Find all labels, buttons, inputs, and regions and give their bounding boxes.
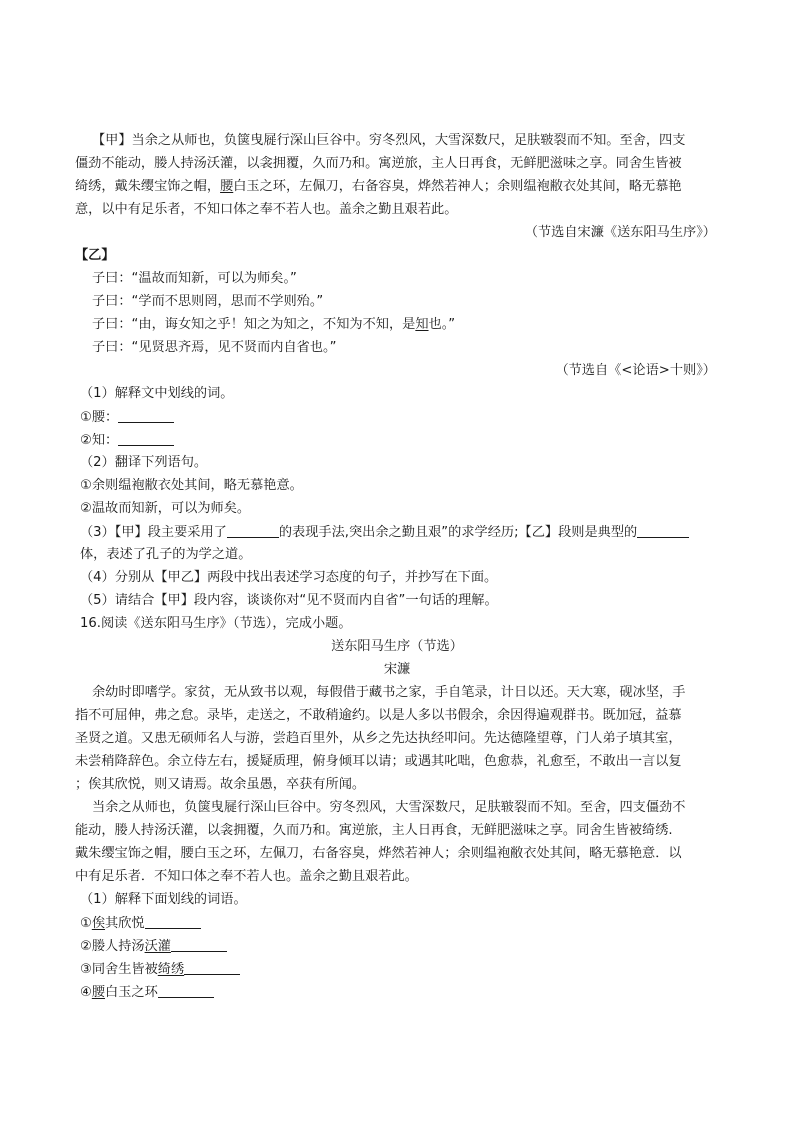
yi-line-1-post: 新，可以为师矣。” [191, 271, 297, 286]
yi-line-2: 子曰：“学而不思则罔，思而不学则殆。” [92, 294, 324, 309]
vocab-item-4-post: 白玉之环 [105, 985, 158, 1000]
yi-line-1 [92, 270, 297, 288]
yi-line-3-pre: 子曰：“由，诲女知之乎！知之为知之，不知为不知，是 [92, 317, 416, 332]
answer-blank[interactable] [637, 523, 689, 538]
answer-blank[interactable] [118, 408, 174, 423]
p1-line-5: ；俟其欣悦，则又请焉。故余虽愚，卒获有所闻。 [75, 777, 366, 792]
jia-source: （节选自宋濂《送东阳马生序》） [524, 225, 716, 240]
answer-blank[interactable] [227, 523, 279, 538]
question-1b [80, 431, 174, 449]
question-3-end: 体，表述了孔子的为学之道。 [80, 547, 252, 562]
yi-line-3-post: 也。” [428, 317, 456, 332]
vocab-item-2-pre: ②媵人持汤 [80, 939, 145, 954]
question-1a-label: ①腰： [80, 410, 119, 425]
question-3 [80, 523, 689, 541]
yi-line-4: 子曰：“见贤思齐焉，见不贤而内自省也。” [92, 340, 337, 355]
question-2: （2）翻译下列语句。 [80, 455, 208, 470]
p1-line-3: 圣贤之道。又患无硕师名人与游，尝趋百里外，从乡之先达执经叩问。先达德隆望尊，门人弟子填其室， [75, 731, 682, 746]
jia-underlined-word: 腰 [220, 179, 234, 194]
vocab-item-3 [80, 960, 240, 978]
vocab-item-2 [80, 937, 227, 955]
yi-line-1-pre: 子曰：“温故而 [92, 271, 178, 286]
jia-line-4: 意，以中有足乐者，不知口体之奉不若人也。盖余之勤且艰若此。 [75, 202, 458, 217]
question-4: （4）分别从【甲乙】两段中找出表述学习态度的句子，并抄写在下面。 [80, 570, 498, 585]
vocab-item-4-pre: ④ [80, 985, 92, 1000]
p1-line-2: 指不可屈伸，弗之怠。录毕，走送之，不敢稍逾约。以是人多以书假余，余因得遍观群书。既加冠，益慕 [75, 708, 682, 723]
question-2a: ①余则缊袍敝衣处其间，略无慕艳意。 [80, 478, 303, 493]
question-1: （1）解释文中划线的词。 [80, 386, 234, 401]
yi-line-1-under: 知 [177, 271, 192, 286]
section-16-question-1: （1）解释下面划线的词语。 [80, 892, 247, 907]
p2-line-4: 中有足乐者．不知口体之奉不若人也。盖余之勤且艰若此。 [75, 869, 418, 884]
question-1b-label: ②知： [80, 433, 119, 448]
answer-blank[interactable] [184, 960, 240, 975]
jia-line-3-rest: 白玉之环，左佩刀，右备容臭，烨然若神人；余则缊袍敝衣处其间，略无慕艳 [233, 179, 682, 194]
section-16-author: 宋濂 [383, 662, 411, 677]
jia-line-2: 僵劲不能动，媵人持汤沃灌，以衾拥覆，久而乃和。寓逆旅，主人日再食，无鲜肥滋味之享。同舍生皆被 [75, 156, 682, 171]
answer-blank[interactable] [145, 914, 201, 929]
answer-blank[interactable] [171, 937, 227, 952]
question-5: （5）请结合【甲】段内容，谈谈你对“见不贤而内自省”一句话的理解。 [80, 593, 498, 608]
question-2b: ②温故而知新，可以为师矣。 [80, 501, 251, 516]
vocab-item-1-pre: ① [80, 916, 92, 931]
vocab-item-1 [80, 914, 201, 932]
jia-line-3-pre: 绮绣，戴朱缨宝饰之帽， [75, 179, 221, 194]
p2-line-3: 戴朱缨宝饰之帽，腰白玉之环，左佩刀，右备容臭，烨然若神人；余则缊袍敝衣处其间，略无慕艳意．以 [75, 846, 682, 861]
vocab-item-4-under: 腰 [91, 985, 106, 1000]
yi-line-3-under: 知 [415, 317, 429, 332]
jia-line-1: 【甲】当余之从师也，负箧曳屣行深山巨谷中。穷冬烈风，大雪深数尺，足肤皲裂而不知。至舍，四支 [92, 133, 686, 148]
question-3-pre: （3）【甲】段主要采用了 [80, 525, 227, 540]
vocab-item-4 [80, 983, 214, 1001]
p1-line-1: 余幼时即嗜学。家贫，无从致书以观，每假借于藏书之家，手自笔录，计日以还。天大寒，砚冰坚，手 [92, 685, 686, 700]
vocab-item-1-post: 其欣悦 [105, 916, 145, 931]
section-16-intro: 16.阅读《送东阳马生序》（节选），完成小题。 [80, 616, 352, 631]
section-16-title: 送东阳马生序（节选） [331, 639, 463, 654]
yi-source: （节选自《<论语>十则》） [555, 363, 716, 378]
p1-line-4: 未尝稍降辞色。余立侍左右，援疑质理，俯身倾耳以请；或遇其叱咄，色愈恭，礼愈至，不敢出一言以复 [75, 754, 682, 769]
vocab-item-1-under: 俟 [91, 916, 106, 931]
answer-blank[interactable] [118, 431, 174, 446]
yi-line-3 [92, 316, 455, 334]
jia-line-3 [75, 178, 682, 196]
p2-line-2: 能动，媵人持汤沃灌，以衾拥覆，久而乃和。寓逆旅，主人日再食，无鲜肥滋味之享。同舍生皆被绮绣. [75, 823, 673, 838]
yi-heading: 【乙】 [75, 248, 115, 263]
question-1a [80, 408, 174, 426]
question-3-mid: 的表现手法,突出余之勤且艰”的求学经历;【乙】段则是典型的 [278, 525, 638, 540]
vocab-item-3-pre: ③同舍生皆被 [80, 962, 158, 977]
p2-line-1: 当余之从师也，负箧曳屣行深山巨谷中。穷冬烈风，大雪深数尺，足肤皲裂而不知。至舍，四支僵劲不 [92, 800, 686, 815]
vocab-item-3-under: 绮绣 [157, 962, 185, 977]
answer-blank[interactable] [158, 983, 214, 998]
vocab-item-2-under: 沃灌 [144, 939, 171, 954]
